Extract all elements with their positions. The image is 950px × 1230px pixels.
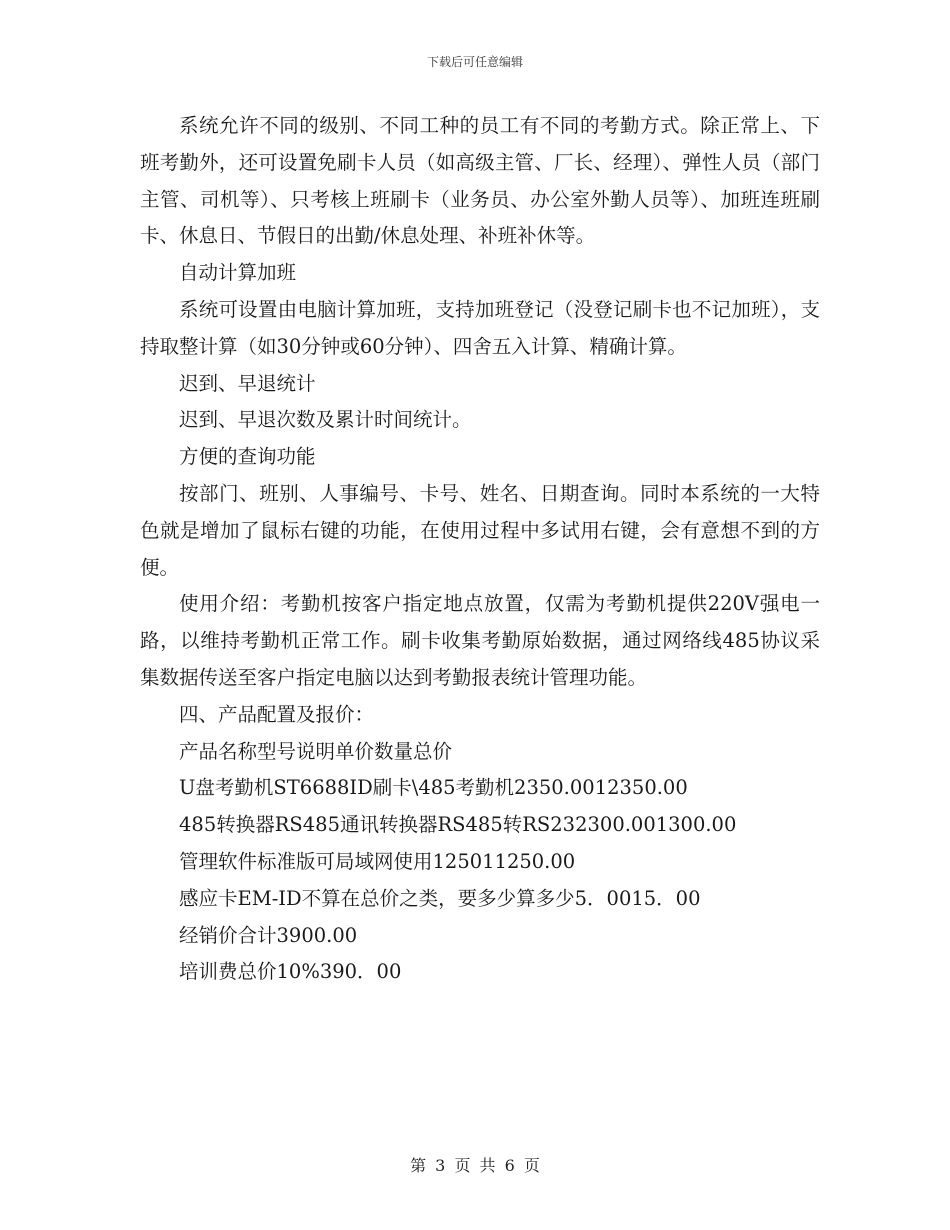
page-header: 下载后可任意编辑 [426, 55, 523, 69]
price-list-item: 管理软件标准版可局域网使用125011250.00 [179, 849, 576, 873]
paragraph-overtime-calc: 系统可设置由电脑计算加班，支持加班登记（没登记刷卡也不记加班），支持取整计算（如30分钟或60分钟）、四舍五入计算、精确计算。 [140, 297, 820, 358]
document-body [140, 108, 820, 991]
heading-query: 方便的查询功能 [179, 445, 316, 469]
paragraph-usage: 使用介绍：考勤机按客户指定地点放置，仅需为考勤机提供220V强电一路，以维持考勤机正常工作。刷卡收集考勤原始数据，通过网络线485协议采集数据传送至客户指定电脑以达到考勤报表统计管理功能。 [140, 592, 820, 689]
heading-auto-overtime: 自动计算加班 [179, 261, 297, 285]
paragraph-late-early: 迟到、早退次数及累计时间统计。 [179, 408, 472, 432]
price-list-header: 产品名称型号说明单价数量总价 [179, 739, 453, 763]
price-list-item: 感应卡EM-ID不算在总价之类，要多少算多少5．0015．00 [179, 886, 701, 910]
page-number: 第 3 页 共 6 页 [410, 1156, 540, 1175]
price-list-training: 培训费总价10%390．00 [179, 960, 402, 984]
price-list-item: 485转换器RS485通讯转换器RS485转RS232300.001300.00 [179, 813, 737, 837]
price-list-item: U盘考勤机ST6688ID刷卡\485考勤机2350.0012350.00 [179, 776, 688, 800]
heading-product-config: 四、产品配置及报价： [179, 702, 375, 726]
price-list-total: 经销价合计3900.00 [179, 923, 358, 947]
paragraph-query: 按部门、班别、人事编号、卡号、姓名、日期查询。同时本系统的一大特色就是增加了鼠标右键的功能，在使用过程中多试用右键，会有意想不到的方便。 [140, 481, 820, 579]
heading-late-early: 迟到、早退统计 [179, 371, 316, 395]
paragraph-attendance-methods: 系统允许不同的级别、不同工种的员工有不同的考勤方式。除正常上、下班考勤外，还可设置免刷卡人员（如高级主管、厂长、经理）、弹性人员（部门主管、司机等）、只考核上班刷卡（业务员、办公室外勤人员等）、加班连班刷卡、休息日、节假日的出勤/休息处理、补班补休等。 [140, 114, 820, 248]
